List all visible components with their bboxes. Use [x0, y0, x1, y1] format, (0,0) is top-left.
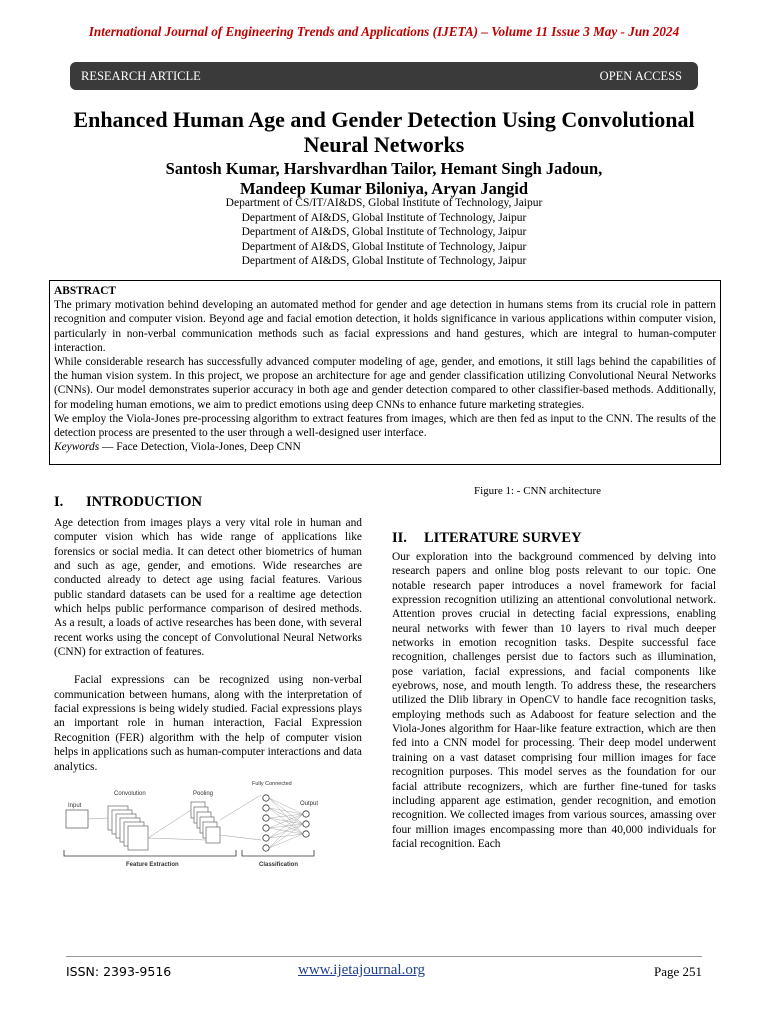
fc-nodes: [263, 795, 269, 851]
cnn-architecture-figure: [56, 780, 319, 874]
footer-rule: [66, 956, 702, 957]
section-number: II.: [392, 530, 407, 546]
figure-caption: Figure 1: - CNN architecture: [474, 485, 602, 497]
abstract-heading: ABSTRACT: [54, 285, 117, 297]
affiliation: Department of AI&DS, Global Institute of Technology, Jaipur: [241, 255, 527, 267]
input-image: [66, 810, 88, 828]
intro-paragraph: Age detection from images plays a very vital role in human and computer vision which has wide range of applications like forensics or social media. It can detect other biometrics of human and such as age, gender, and emotions. Wide researches are conducted already to detect age using facial features. Various public standard datasets can be used for a realtime age detection which helps public performance comparison of desired methods. As a result, a loads of active researches has been done, with several recent works using the concept of Convolutional Neural Networks (CNN) for extraction of features.: [54, 517, 362, 659]
section-title: LITERATURE SURVEY: [424, 530, 582, 546]
pooling-maps: [191, 802, 220, 843]
authors-line-1: Santosh Kumar, Harshvardhan Tailor, Hemant Singh Jadoun,: [165, 159, 603, 178]
affiliation: Department of CS/IT/AI&DS, Global Institute of Technology, Jaipur: [225, 197, 543, 209]
section-title: INTRODUCTION: [86, 494, 203, 510]
section-number: I.: [54, 494, 64, 510]
feature-extraction-brace: [64, 850, 236, 856]
abstract-paragraph: We employ the Viola-Jones pre-processing algorithm to extract features from images, which are then fed as input to the CNN. The results of the detection process are presented to the user through a well-designed user interface.: [54, 412, 716, 440]
article-type-label: RESEARCH ARTICLE: [81, 69, 201, 83]
classification-brace: [242, 850, 314, 856]
literature-text: [392, 550, 716, 851]
figure-label-convolution: Convolution: [114, 791, 146, 797]
keywords-label: Keywords: [54, 441, 100, 454]
keywords-line: [54, 440, 716, 454]
figure-label-classification: Classification: [259, 862, 299, 868]
affiliation: Department of AI&DS, Global Institute of Technology, Jaipur: [241, 240, 527, 253]
conv-maps: [108, 806, 148, 850]
intro-heading: [54, 494, 202, 511]
intro-paragraph: Facial expressions can be recognized using non-verbal communication between humans, along with the interpretation of facial expressions is being widely studied. Facial expressions plays an important role in human interaction, Facial Expression Recognition (FER) algorithm with the help of computer vision helps in applications such as human-computer interactions and data analytics.: [54, 674, 362, 773]
paper-title: Enhanced Human Age and Gender Detection Using Convolutional Neural Networks: [73, 107, 695, 157]
output-nodes: [303, 811, 309, 837]
article-banner: [70, 62, 698, 90]
author-list: [40, 159, 728, 199]
literature-heading: [392, 530, 582, 547]
literature-paragraph: Our exploration into the background commenced by delving into research papers and online blog posts relevant to our topic. One notable research paper introduces a novel framework for facial expression recognition utilizing an attentional convolutional network. Attention proves crucial in detecting facial expressions, enabling neural networks with fewer than 10 layers to rival much deeper networks in emotion recognition tasks. Despite successful face recognition, challenges persist due to factors such as illumination, pose variation, facial expressions, and facial components like eyebrows, nose, and mouth length. To address these, the researchers utilized the Dlib library in OpenCV to handle face recognition tasks, employing methods such as Adaboost for feature selection and the Viola-Jones algorithm for Haar-like feature extraction, which are then fed into a CNN model for processing. Their deep model underwent training on a vast dataset comprising four million images for face recognition purposes. This model serves as the foundation for our facial attribute recognizers, which are further fine-tuned for tasks including apparent age estimation, gender recognition, and emotion recognition. We collected images from various sources, amassing over four million images encompassing more than 40,000 individuals for facial recognition. Each: [392, 551, 716, 850]
journal-link[interactable]: www.ijetajournal.org: [298, 962, 426, 978]
figure-label-feature-extraction: Feature Extraction: [126, 862, 179, 868]
abstract-paragraph: While considerable research has successfully advanced computer modeling of age, gender, and emotions, it still lags behind the capabilities of the human vision system. In this project, we propose an architecture for age and gender classification utilizing Convolutional Neural Networks (CNNs). Our model demonstrates superior accuracy in both age and gender detection compared to other classifier-based methods. Additionally, for modeling human emotions, we aim to predict emotions using deep CNNs to enhance future marketing strategies.: [54, 356, 716, 411]
journal-header: International Journal of Engineering Trends and Applications (IJETA) – Volume 11 Issue 3 May - Jun 2024: [88, 24, 680, 39]
authors-line-2: Mandeep Kumar Biloniya, Aryan Jangid: [239, 179, 529, 198]
keywords-text: — Face Detection, Viola-Jones, Deep CNN: [99, 441, 301, 454]
open-access-label: OPEN ACCESS: [599, 69, 682, 83]
affiliations: [40, 196, 728, 269]
figure-label-output: Output: [300, 801, 319, 807]
figure-label-pooling: Pooling: [193, 791, 214, 797]
abstract-box: [49, 280, 721, 465]
affiliation: Department of AI&DS, Global Institute of Technology, Jaipur: [241, 226, 527, 238]
affiliation: Department of AI&DS, Global Institute of Technology, Jaipur: [241, 211, 527, 224]
issn: ISSN: 2393-9516: [66, 964, 172, 979]
page-number: Page 251: [653, 964, 702, 979]
figure-label-fully-connected: Fully Connected: [252, 781, 292, 787]
fc-edges: [269, 798, 303, 848]
abstract-paragraph: The primary motivation behind developing an automated method for gender and age detection in humans stems from its crucial role in pattern recognition and computer vision. Beyond age and facial emotion detection, it holds significance in various applications within computer vision, particularly in non-verbal communication methods such as facial expressions and hand gestures, which are integral to human-computer interaction.: [54, 299, 716, 354]
intro-text: [54, 516, 362, 774]
figure-label-input: Input: [68, 803, 82, 809]
